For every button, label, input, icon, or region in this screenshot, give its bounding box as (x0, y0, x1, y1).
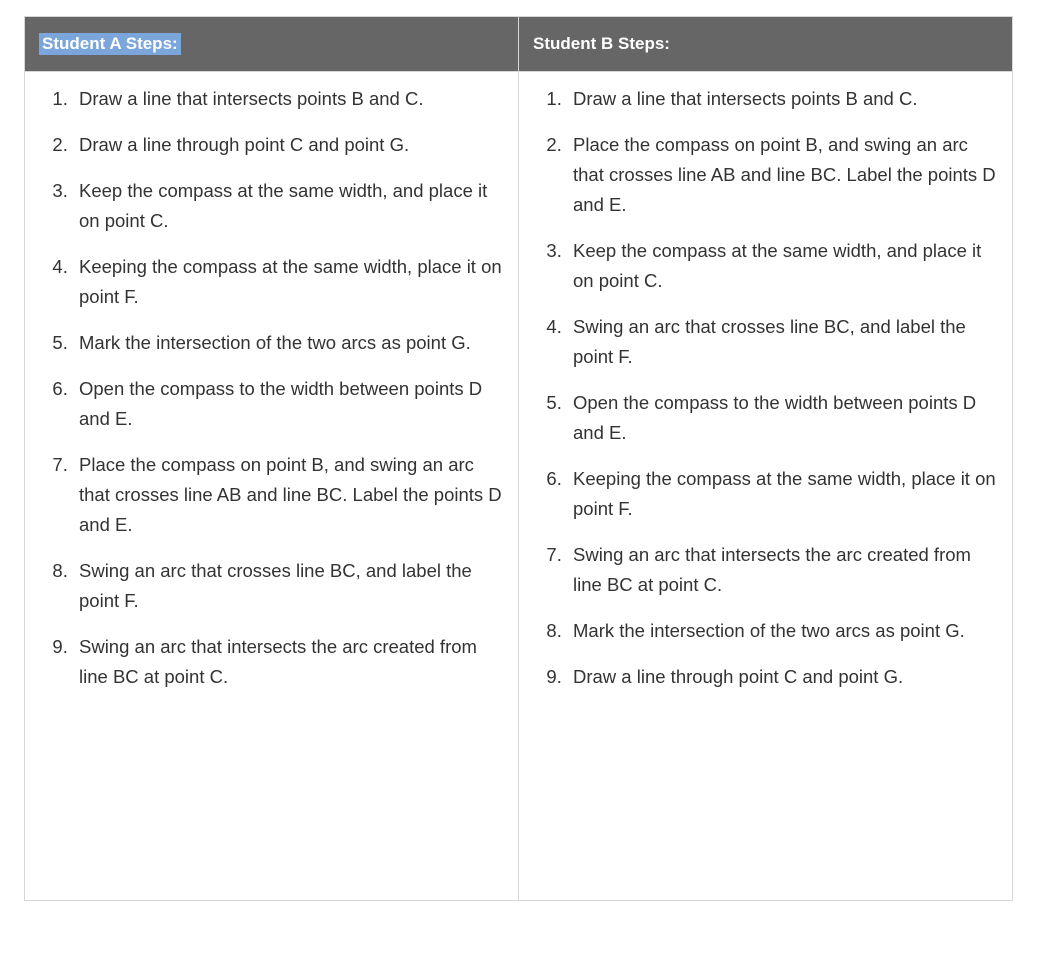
student-a-steps-list (39, 84, 502, 692)
table-row (25, 72, 1013, 901)
list-item: 7. Place the compass on point B, and swing an arc that crosses line AB and line BC. Label the points D and E. (73, 450, 502, 540)
list-item: 8. Swing an arc that crosses line BC, and label the point F. (73, 556, 502, 616)
student-b-header-cell (519, 17, 1013, 72)
steps-comparison-table-wrapper (24, 16, 1012, 901)
table-header-row-group (25, 17, 1013, 72)
list-item: 7. Swing an arc that intersects the arc created from line BC at point C. (567, 540, 996, 600)
list-item: 3. Keep the compass at the same width, and place it on point C. (73, 176, 502, 236)
table-body (25, 72, 1013, 901)
list-item: 2. Place the compass on point B, and swing an arc that crosses line AB and line BC. Label the points D and E. (567, 130, 996, 220)
student-a-steps-cell (25, 72, 519, 901)
list-item: 6. Keeping the compass at the same width, place it on point F. (567, 464, 996, 524)
list-item: 5. Open the compass to the width between points D and E. (567, 388, 996, 448)
list-item: 2. Draw a line through point C and point G. (73, 130, 502, 160)
student-a-header-label[interactable]: Student A Steps: (39, 33, 181, 56)
list-item: 5. Mark the intersection of the two arcs as point G. (73, 328, 502, 358)
steps-comparison-table (24, 16, 1013, 901)
student-a-header-cell (25, 17, 519, 72)
student-b-steps-cell (519, 72, 1013, 901)
list-item: 1. Draw a line that intersects points B and C. (567, 84, 996, 114)
list-item: 3. Keep the compass at the same width, and place it on point C. (567, 236, 996, 296)
student-b-steps-list (533, 84, 996, 692)
list-item: 4. Keeping the compass at the same width, place it on point F. (73, 252, 502, 312)
list-item: 4. Swing an arc that crosses line BC, and label the point F. (567, 312, 996, 372)
table-header-row (25, 17, 1013, 72)
student-b-header-label[interactable]: Student B Steps: (533, 33, 670, 53)
list-item: 8. Mark the intersection of the two arcs as point G. (567, 616, 996, 646)
list-item: 9. Draw a line through point C and point G. (567, 662, 996, 692)
list-item: 1. Draw a line that intersects points B and C. (73, 84, 502, 114)
list-item: 6. Open the compass to the width between points D and E. (73, 374, 502, 434)
list-item: 9. Swing an arc that intersects the arc created from line BC at point C. (73, 632, 502, 692)
